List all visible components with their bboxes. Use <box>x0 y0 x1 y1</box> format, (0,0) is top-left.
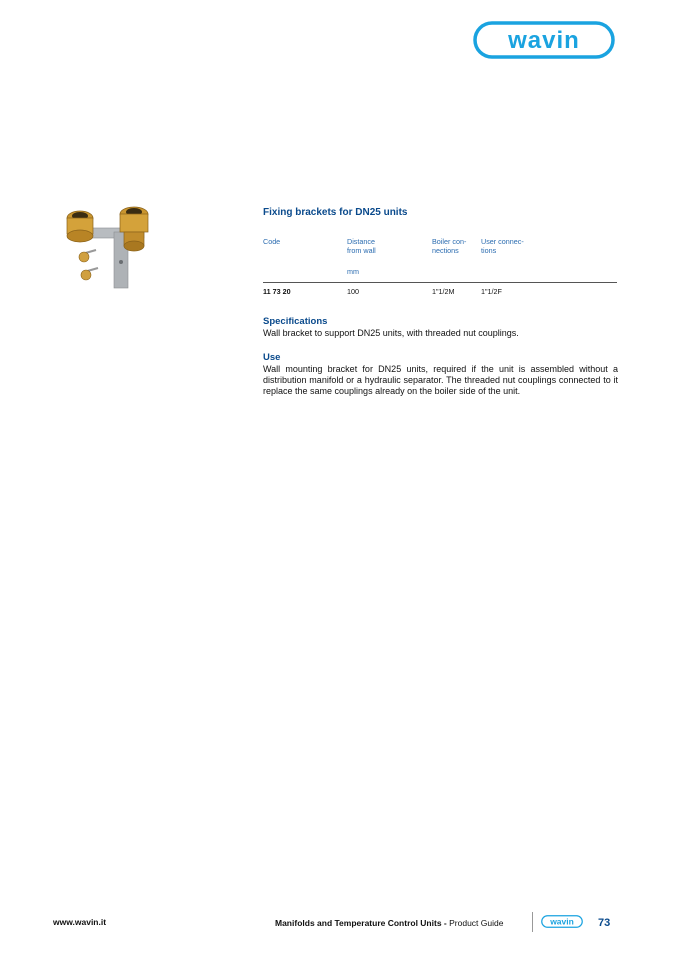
specifications-text: Wall bracket to support DN25 units, with threaded nut couplings. <box>263 328 519 338</box>
header-user <box>481 237 524 255</box>
logo-text: wavin <box>508 27 580 54</box>
specifications-heading: Specifications <box>263 316 328 327</box>
use-heading: Use <box>263 352 281 363</box>
table-divider <box>263 282 617 283</box>
header-code: Code <box>263 237 281 246</box>
section-title: Fixing brackets for DN25 units <box>263 207 408 218</box>
header-boiler-line2: nections <box>432 246 459 255</box>
header-distance-line1: Distance <box>347 237 375 246</box>
header-boiler <box>432 237 466 255</box>
footer-divider <box>532 912 533 932</box>
header-unit: mm <box>347 267 359 276</box>
footer-guide-title <box>275 918 503 928</box>
footer-guide-normal: Product Guide <box>446 918 504 928</box>
cell-code: 11 73 20 <box>263 287 291 296</box>
wavin-footer-logo <box>541 915 583 928</box>
wavin-logo <box>473 21 615 59</box>
bracket-product-image <box>58 198 154 294</box>
cell-user: 1"1/2F <box>481 287 502 296</box>
cell-boiler: 1"1/2M <box>432 287 455 296</box>
header-distance-line2: from wall <box>347 246 376 255</box>
cell-distance: 100 <box>347 287 359 296</box>
header-user-line1: User connec- <box>481 237 524 246</box>
header-distance <box>347 237 376 255</box>
use-text: Wall mounting bracket for DN25 units, required if the unit is assembled without a distribution manifold or a hydraulic separator. The threaded nut couplings connected to it replace the same couplings already on the boiler side of the unit. <box>263 364 618 396</box>
footer-logo-text: wavin <box>550 916 574 927</box>
header-boiler-line1: Boiler con- <box>432 237 467 246</box>
page-number: 73 <box>598 917 611 929</box>
footer-guide-bold: Manifolds and Temperature Control Units - <box>275 918 447 928</box>
header-user-line2: tions <box>481 246 497 255</box>
footer-url[interactable]: www.wavin.it <box>53 917 107 927</box>
